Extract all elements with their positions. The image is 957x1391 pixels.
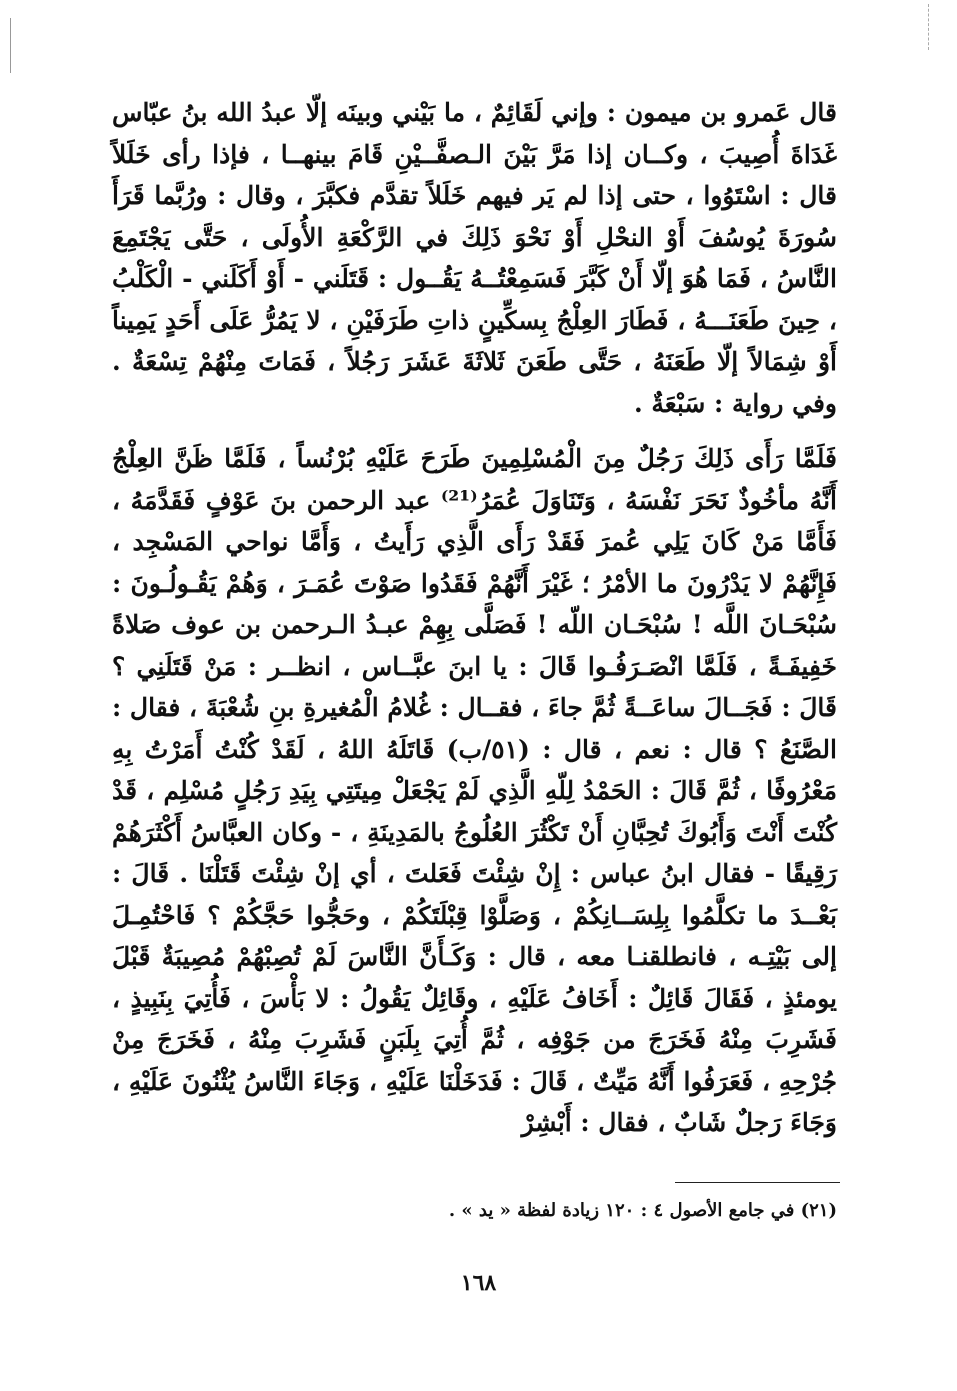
paragraph: قال عَمرو بن ميمون : وإني لَقَائِمٌ ، ما بَيْني وبينَه إلّا عبدُ الله بنُ عبّاس غَدَاةَ أُصِيبَ ، وكــان إذا مَرَّ بَيْنَ الـصفَّــيْنِ قَامَ بينهــا ، فإذا رأى خَلَلاً قال : اسْتَوُوا ، حتى إذا لم يَر فيهم خَلَلاً تقدَّم فكبَّرَ ، وقال : ورُبَّما قَرَأَ سُورَةَ يُوسُفَ أَوْ النحْلِ أَوْ نَحْوَ ذَلِكَ في الرَّكْعَةِ الأُولَى ، حَتَّى يَجْتَمِعَ النَّاسُ ، فَمَا هُوَ إلّا أَنْ كَبَّرَ فَسَمِعْتُــهُ يَقُــول : قَتَلَني - أَوْ أَكَلَني - الْكَلْبُ ، حِينَ طَعَنَـــهُ ، فَطَارَ العِلْجُ بِسكِّينٍ ذاتِ طَرَفَيْنِ ، لا يَمُرُّ عَلَى أَحَدٍ يَمِيناً أَوْ شِمَالاً إلّا طَعَنَهُ ، حَتَّى طَعَنَ ثَلاثَةَ عَشَرَ رَجُلاً ، فَمَاتَ مِنْهُمْ تِسْعَةٌ . وفي رواية : سَبْعَةٌ . [112,98,837,418]
footnote-divider [675,1182,840,1183]
main-text [112,92,837,1144]
page-number: ١٦٨ [460,1270,497,1296]
scan-corner-mark [928,4,949,50]
paragraph: فَلَمَّا رَأَى ذَلِكَ رَجُلٌ مِنَ الْمُسْلِمِينَ طَرَحَ عَلَيْهِ بُرْنُساً ، فَلَمَّا ظَنَّ العِلْجُ أَنَّهُ مأخُوذٌ نَحَرَ نَفْسَهُ ، وَتَنَاوَلَ عُمَرُ⁽²¹⁾ عبد الرحمن بنَ عَوْفٍ فَقَدَّمَهُ ، فَأَمَّا مَنْ كَانَ يَلِي عُمرَ فَقَدْ رَأَى الَّذِي رَأَيتُ ، وَأَمَّا نواحي المَسْجِد ، فَإِنَّهُمْ لا يَدْرُونَ ما الأمْرُ ؛ غَيْرَ أَنَّهُمْ فَقَدُوا صَوْتَ عُمَـرَ ، وَهُمْ يَقُـولُـونَ : سُبْحَـانَ اللَّه ! سُبْحَـان اللّه ! فَصَلَّى بِهِمْ عبـدُ الـرحمن بن عوف صَلاةً خَفِيفَـةً ، فَلَمَّا انْصَـرَفُـوا قَالَ : يا ابنَ عبَّــاس ، انظــر : مَنْ قَتَلَنِي ؟ قَالَ : فَجَــالَ ساعَــةً ثُمَّ جاءَ ، فقــال : غُلامُ الْمُغيرةِ بنِ شُعْبَةَ ، فقال : الصَّنَعُ ؟ قال : نعم ، قال : (٥١/ب) قَاتَلَهُ اللهُ ، لَقَدْ كُنْتُ أَمَرْتُ بِهِ مَعْرُوفًا ، ثُمَّ قَالَ : الحَمْدُ لِلّهِ الَّذِي لَمْ يَجْعَلْ مِيتَتِي بِيَدِ رَجُلٍ مُسْلِم ، قَدْ كُنْتَ أَنْتَ وَأَبُوكَ تُحِبَّانِ أَنْ تَكْثُرَ العُلُوجُ بالمَدِينَةِ ، - وكان العبَّاسُ أَكْثَرَهُمْ رَقِيقًا - فقال ابنُ عباس : إِنْ شِئْتَ فَعَلتَ ، أي إنْ شِئْتَ قَتَلْنَا . قَالَ : بَعْــدَ ما تكلَّمُوا بِلِسَــانِكُمْ ، وَصَلَّوْا قِبْلَتَكُمْ ، وحَجُّوا حَجَّكُمْ ؟ فَاحْتُمِـلَ إلى بَيْتِـه ، فانطلقنـا معه ، قال : وَكَـأَنَّ النَّاسَ لَمْ تُصِبْهُمْ مُصِيبَةٌ قَبْلَ يومئذٍ ، فَقَالَ قَائِلٌ : أَخَافُ عَلَيْهِ ، وقَائِلٌ يَقُولُ : لا بَأْسَ ، فَأُتِيَ بِنَبِيذٍ ، فَشَرِبَ مِنْهُ فَخَرَجَ من جَوْفِه ، ثُمَّ أُتِيَ بِلَبَنٍ فَشَرِبَ مِنْهُ ، فَخَرَجَ مِنْ جُرْحِهِ ، فَعَرَفُوا أَنَّهُ مَيِّتٌ ، قَالَ : فَدَخَلْنَا عَلَيْهِ ، وَجَاءَ النَّاسُ يُثْنُونَ عَلَيْهِ ، وَجَاءَ رَجلٌ شَابٌ ، فقال : أَبْشِرْ [112,444,837,1137]
footnote: (٢١) في جامع الأصول ٤ : ١٢٠ زيادة لفظة « يد » . [448,1200,837,1221]
scan-edge-mark [10,18,11,73]
